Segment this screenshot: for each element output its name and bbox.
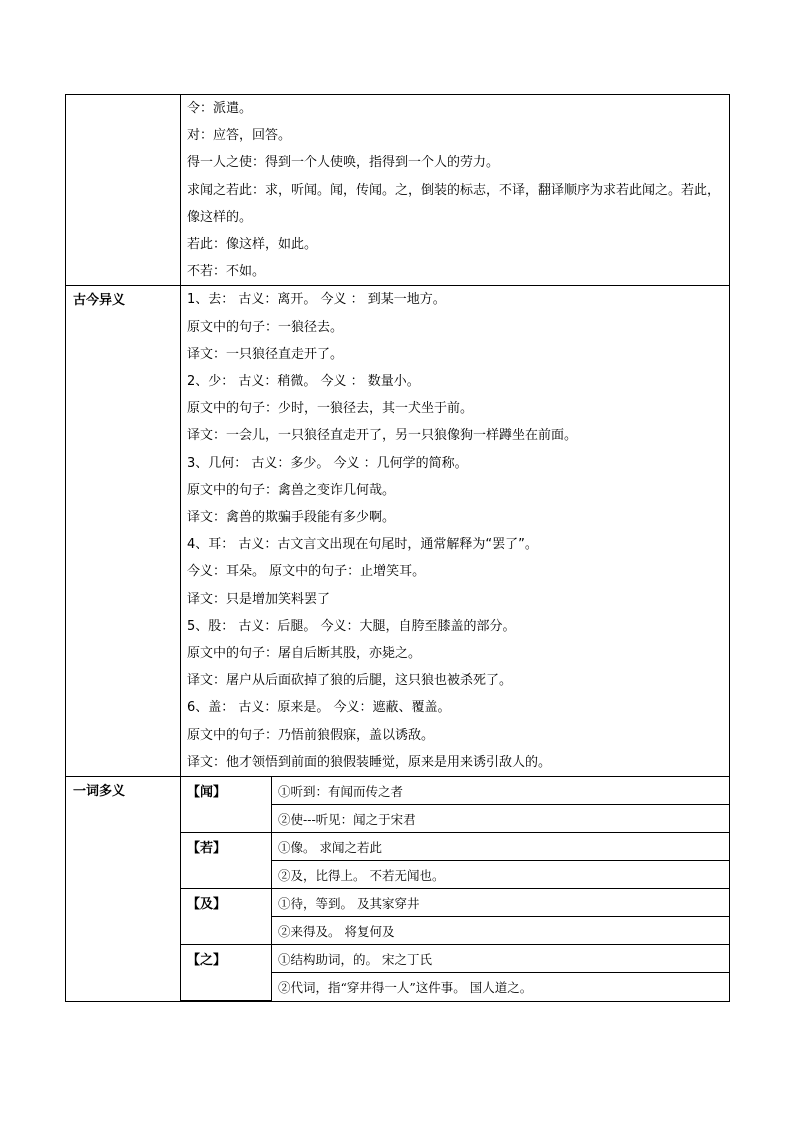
gujin-line: 原文中的句子：禽兽之变诈几何哉。 xyxy=(187,482,396,498)
polysemy-row xyxy=(181,777,729,805)
gujin-line: 5、股： 古义：后腿。 今义：大腿，自胯至膝盖的部分。 xyxy=(187,618,516,634)
vocab-line: 若此：像这样，如此。 xyxy=(187,237,318,253)
gujin-line: 译文：一会儿，一只狼径直走开了，另一只狼像狗一样蹲坐在前面。 xyxy=(187,428,578,444)
polysemy-word: 【闻】 xyxy=(181,777,272,833)
polysemy-meaning: ②来得及。 将复何及 xyxy=(272,917,730,945)
vocab-content xyxy=(181,95,730,286)
gujin-line: 1、去： 古义：离开。 今义 ： 到某一地方。 xyxy=(187,292,446,308)
yici-row xyxy=(66,777,730,1002)
gujin-line: 译文：屠户从后面砍掉了狼的后腿，这只狼也被杀死了。 xyxy=(187,673,513,689)
gujin-label: 古今异义 xyxy=(66,286,181,777)
polysemy-word: 【之】 xyxy=(181,945,272,1001)
polysemy-row xyxy=(181,833,729,861)
polysemy-meaning: ②及，比得上。 不若无闻也。 xyxy=(272,861,730,889)
gujin-line: 今义：耳朵。 原文中的句子：止增笑耳。 xyxy=(187,564,426,580)
notes-table xyxy=(65,94,730,1002)
gujin-line: 2、少： 古义：稍微。 今义 ： 数量小。 xyxy=(187,374,420,390)
polysemy-meaning: ①待，等到。 及其家穿井 xyxy=(272,889,730,917)
gujin-line: 译文：他才领悟到前面的狼假装睡觉，原来是用来诱引敌人的。 xyxy=(187,754,552,770)
vocab-label-cell xyxy=(66,95,181,286)
polysemy-word: 【及】 xyxy=(181,889,272,945)
gujin-line: 译文：一只狼径直走开了。 xyxy=(187,346,344,362)
polysemy-word: 【若】 xyxy=(181,833,272,889)
polysemy-meaning: ②使---听见：闻之于宋君 xyxy=(272,805,730,833)
gujin-line: 3、几何： 古义：多少。 今义 ：几何学的简称。 xyxy=(187,455,468,471)
gujin-line: 4、耳： 古义：古文言文出现在句尾时，通常解释为“罢了”。 xyxy=(187,537,538,553)
gujin-line: 6、盖： 古义：原来是。 今义：遮蔽、覆盖。 xyxy=(187,700,451,716)
gujin-line: 原文中的句子：一狼径去。 xyxy=(187,319,344,335)
yici-content xyxy=(181,777,730,1002)
gujin-line: 原文中的句子：乃悟前狼假寐，盖以诱敌。 xyxy=(187,727,435,743)
vocab-line: 求闻之若此：求，听闻。闻，传闻。之，倒装的标志，不译，翻译顺序为求若此闻之。若此，像这样的。 xyxy=(187,182,721,225)
polysemy-row xyxy=(181,889,729,917)
vocab-line: 令：派遣。 xyxy=(187,101,253,116)
vocab-row xyxy=(66,95,730,286)
polysemy-meaning: ②代词，指“穿井得一人”这件事。 国人道之。 xyxy=(272,973,730,1001)
polysemy-meaning: ①听到：有闻而传之者 xyxy=(272,777,730,805)
polysemy-row xyxy=(181,945,729,973)
yici-label: 一词多义 xyxy=(66,777,181,1002)
gujin-line: 原文中的句子：少时，一狼径去，其一犬坐于前。 xyxy=(187,401,474,417)
gujin-line: 原文中的句子：屠自后断其股，亦毙之。 xyxy=(187,646,422,662)
gujin-content xyxy=(181,286,730,777)
gujin-line: 译文：只是增加笑料罢了 xyxy=(187,591,331,607)
vocab-line: 得一人之使：得到一个人使唤，指得到一个人的劳力。 xyxy=(187,155,500,171)
gujin-row xyxy=(66,286,730,777)
polysemy-meaning: ①结构助词，的。 宋之丁氏 xyxy=(272,945,730,973)
gujin-line: 译文：禽兽的欺骗手段能有多少啊。 xyxy=(187,510,396,526)
vocab-line: 对：应答，回答。 xyxy=(187,128,292,144)
vocab-line: 不若：不如。 xyxy=(187,264,266,280)
polysemy-table xyxy=(181,777,729,1001)
polysemy-meaning: ①像。 求闻之若此 xyxy=(272,833,730,861)
